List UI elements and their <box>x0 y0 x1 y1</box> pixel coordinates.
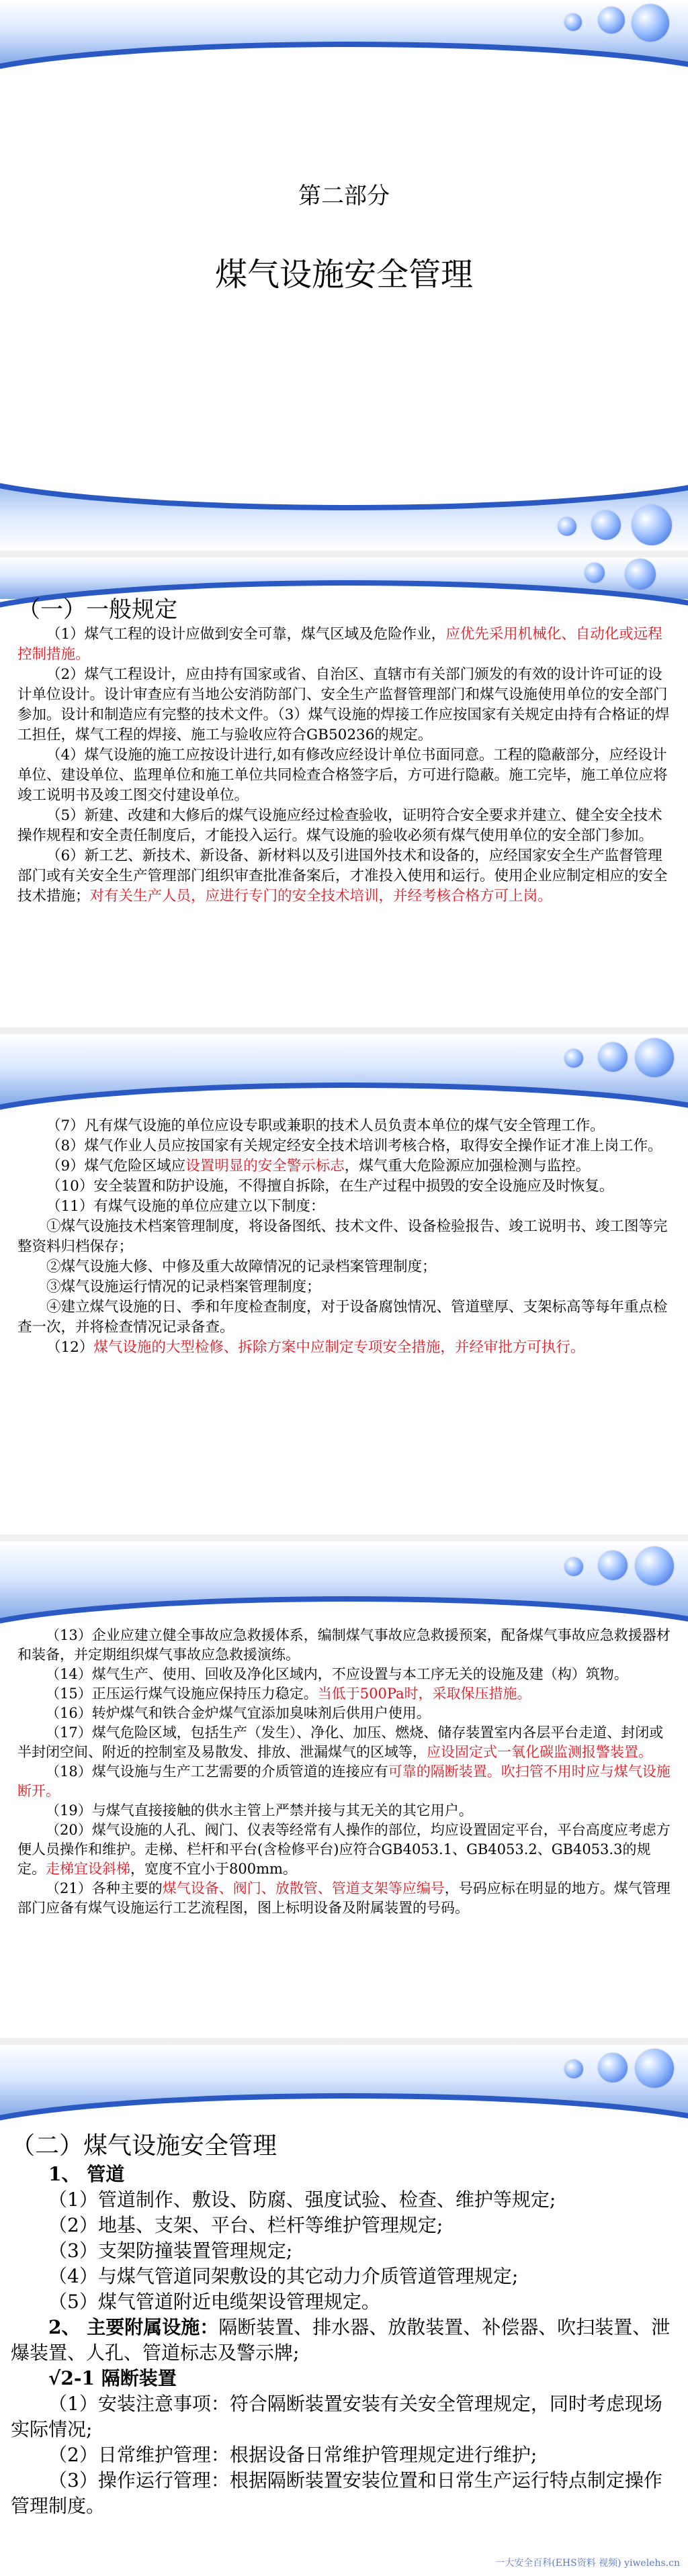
paragraph: （13）企业应建立健全事故应急救援体系，编制煤气事故应急救援预案，配备煤气事故应急救援器材和装备，并定期组织煤气事故应急救援演练。 <box>17 1627 671 1663</box>
paragraph: （21）各种主要的煤气设备、阀门、放散管、管道支架等应编号，号码应标在明显的地方。煤气管理部门应备有煤气设施运行工艺流程图，图上标明设备及附属装置的号码。 <box>17 1880 671 1916</box>
paragraph: （7）凡有煤气设施的单位应设专职或兼职的技术人员负责本单位的煤气安全管理工作。 <box>46 1117 605 1134</box>
bubble-icon <box>558 517 576 536</box>
list-item: （3）支架防撞装置管理规定; <box>48 2240 293 2262</box>
paragraph: （15）正压运行煤气设施应保持压力稳定。当低于500Pa时，采取保压措施。 <box>46 1686 531 1702</box>
wave-decoration <box>0 418 688 505</box>
top-wave-band <box>0 2045 688 2119</box>
top-wave-band <box>0 557 688 599</box>
paragraph: （5）新建、改建和大修后的煤气设施应经过检查验收，证明符合安全要求并建立、健全安全技术操作规程和安全责任制度后，才能投入运行。煤气设施的验收必须有煤气使用单位的安全部门参加。 <box>17 807 662 844</box>
management-rules-body <box>17 1116 671 1358</box>
paragraph: （4）煤气设施的施工应按设计进行,如有修改应经设计单位书面同意。工程的隐蔽部分，应经设计单位、建设单位、监理单位和施工单位共同检查合格签字后，方可进行隐蔽。施工完毕，施工单位应将竣工说明书及竣工图交付建设单位。 <box>17 747 668 804</box>
list-item: （3）操作运行管理：根据隔断装置安装位置和日常生产运行特点制定操作管理制度。 <box>11 2469 662 2517</box>
bubble-icon <box>564 1049 583 1068</box>
footer-watermark: 一大安全百科(EHS资料 视频) yiwelehs.cn <box>495 2558 680 2569</box>
subsection-heading: 1、 管道 <box>48 2163 125 2185</box>
list-item: （1）管道制作、敷设、防腐、强度试验、检查、维护等规定; <box>48 2189 556 2211</box>
bubble-icon <box>632 505 672 545</box>
bubble-icon <box>591 510 621 540</box>
bubble-icon <box>564 13 582 31</box>
slide-general-rules <box>0 557 688 1027</box>
paragraph: （20）煤气设施的人孔、阀门、仪表等经常有人操作的部位，均应设置固定平台，平台高度应考虑方便人员操作和维护。走梯、栏杆和平台(含检修平台)应符合GB4053.1、GB4053.2、GB4053.3的规定。走梯宜设斜梯，宽度不宜小于800mm。 <box>17 1822 671 1877</box>
part-label: 第二部分 <box>298 183 390 210</box>
emergency-rules-body <box>17 1626 671 1918</box>
general-rules-body <box>17 595 671 907</box>
bubble-icon <box>598 7 625 34</box>
paragraph: （6）新工艺、新技术、新设备、新材料以及引进国外技术和设备的，应经国家安全生产监督管理部门或有关安全生产管理部门组织审查批准备案后，才准投入使用和运行。使用企业应制定相应的安全技术措施；对有关生产人员，应进行专门的安全技术培训，并经考核合格方可上岗。 <box>17 847 668 905</box>
page-title: 煤气设施安全管理 <box>214 256 473 293</box>
bubble-icon <box>598 1042 628 1072</box>
bubble-icon <box>564 1557 583 1576</box>
top-wave-band <box>0 0 688 67</box>
paragraph: （16）转炉煤气和铁合金炉煤气宜添加臭味剂后供用户使用。 <box>46 1705 431 1721</box>
bubble-icon <box>598 2053 628 2082</box>
slide-facility-management <box>0 2045 688 2576</box>
bubble-icon <box>564 2060 583 2078</box>
facility-management-body <box>11 2131 677 2519</box>
paragraph: （2）煤气工程设计，应由持有国家或省、自治区、直辖市有关部门颁发的有效的设计许可证的设计单位设计。设计审查应有当地公安消防部门、安全生产监督管理部门和煤气设施使用单位的安全部门参加。设计和制造应有完整的技术文件。（3）煤气设施的焊接工作应按国家有关规定由持有合格证的焊工担任，煤气工程的焊接、施工与验收应符合GB50236的规定。 <box>17 666 670 743</box>
section-heading: （一）一般规定 <box>17 596 177 623</box>
bubble-icon <box>585 563 605 583</box>
list-item: ④建立煤气设施的日、季和年度检查制度，对于设备腐蚀情况、管道壁厚、支架标高等每年重点检查一次，并将检查情况记录备查。 <box>17 1299 668 1336</box>
paragraph: （19）与煤气直接接触的供水主管上严禁并接与其无关的其它用户。 <box>46 1802 473 1819</box>
bottom-wave-band <box>0 470 688 551</box>
bubble-icon <box>635 1038 674 1077</box>
paragraph: （11）有煤气设施的单位应建立以下制度： <box>46 1198 325 1215</box>
slide-emergency-rules <box>0 1541 688 2038</box>
list-item: ①煤气设施技术档案管理制度，将设备图纸、技术文件、设备检验报告、竣工说明书、竣工图等完整资料归档保存； <box>17 1218 668 1255</box>
bubble-icon <box>598 1551 628 1580</box>
subsection-heading: 2、 主要附属设施：隔断装置、排水器、放散装置、补偿器、吹扫装置、泄爆装置、人孔、管道标志及警示牌; <box>11 2316 671 2364</box>
paragraph: （1）煤气工程的设计应做到安全可靠，煤气区域及危险作业，应优先采用机械化、自动化或远程控制措施。 <box>17 626 662 663</box>
bubble-icon <box>635 2049 674 2088</box>
list-item: （4）与煤气管道同架敷设的其它动力介质管道管理规定; <box>48 2265 519 2287</box>
slide-title <box>0 0 688 551</box>
paragraph: （17）煤气危险区域，包括生产（发生）、净化、加压、燃烧、储存装置室内各层平台走道、封闭或半封闭空间、附近的控制室及易散发、排放、泄漏煤气的区域等，应设固定式一氧化碳监测报警装置。 <box>17 1724 664 1760</box>
paragraph: （9）煤气危险区域应设置明显的安全警示标志，煤气重大危险源应加强检测与监控。 <box>46 1158 591 1175</box>
subsection-heading: √2-1 隔断装置 <box>48 2367 177 2389</box>
list-item: （2）地基、支架、平台、栏杆等维护管理规定; <box>48 2214 443 2236</box>
bubble-icon <box>632 4 669 42</box>
list-item: ②煤气设施大修、中修及重大故障情况的记录档案管理制度； <box>46 1258 437 1275</box>
list-item: （5）煤气管道附近电缆架设管理规定。 <box>48 2291 380 2313</box>
list-item: （1）安装注意事项：符合隔断装置安装有关安全管理规定，同时考虑现场实际情况; <box>11 2393 662 2440</box>
paragraph: （18）煤气设施与生产工艺需要的介质管道的连接应有可靠的隔断装置。吹扫管不用时应与煤气设施断开。 <box>17 1763 671 1799</box>
list-item: ③煤气设施运行情况的记录档案管理制度； <box>46 1279 321 1295</box>
bubble-icon <box>635 1547 674 1585</box>
slide-management-rules <box>0 1034 688 1534</box>
wave-decoration <box>0 47 688 134</box>
paragraph: （14）煤气生产、使用、回收及净化区域内，不应设置与本工序无关的设施及建（构）筑物。 <box>46 1666 628 1682</box>
section-heading: （二）煤气设施安全管理 <box>11 2132 277 2160</box>
bubble-icon <box>625 559 656 590</box>
top-wave-band <box>0 1034 688 1108</box>
paragraph: （8）煤气作业人员应按国家有关规定经安全技术培训考核合格，取得安全操作证才准上岗工作。 <box>46 1138 662 1154</box>
top-wave-band <box>0 1541 688 1622</box>
list-item: （2）日常维护管理：根据设备日常维护管理规定进行维护; <box>48 2444 538 2466</box>
paragraph: （10）安全装置和防护设施，不得擅自拆除，在生产过程中损毁的安全设施应及时恢复。 <box>46 1178 614 1195</box>
paragraph: （12）煤气设施的大型检修、拆除方案中应制定专项安全措施，并经审批方可执行。 <box>46 1339 585 1356</box>
